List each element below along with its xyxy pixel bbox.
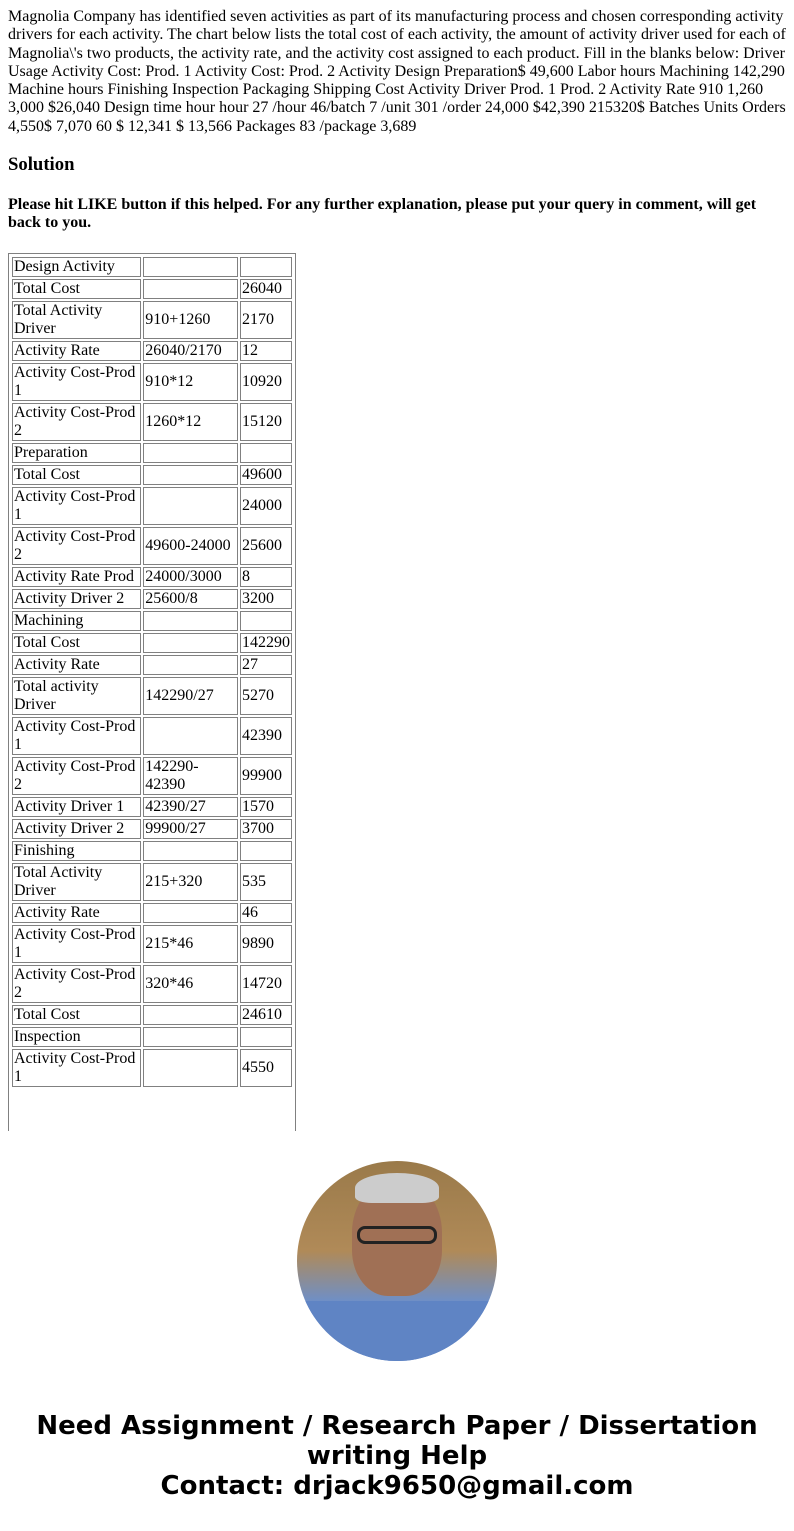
row-label: Total activity Driver [12, 677, 141, 715]
table-row [12, 341, 292, 361]
row-label: Activity Driver 2 [12, 589, 141, 609]
row-formula [143, 717, 238, 755]
row-label: Total Cost [12, 279, 141, 299]
row-value: 42390 [240, 717, 292, 755]
table-row [12, 819, 292, 839]
row-label: Inspection [12, 1027, 141, 1047]
row-value: 12 [240, 341, 292, 361]
table-row [12, 589, 292, 609]
row-formula [143, 841, 238, 861]
row-value: 8 [240, 567, 292, 587]
table-row [12, 1027, 292, 1047]
row-formula: 25600/8 [143, 589, 238, 609]
table-row [12, 257, 292, 277]
row-formula: 99900/27 [143, 819, 238, 839]
row-label: Finishing [12, 841, 141, 861]
row-value: 24610 [240, 1005, 292, 1025]
row-label: Design Activity [12, 257, 141, 277]
row-formula [143, 487, 238, 525]
row-value: 3700 [240, 819, 292, 839]
table-row [12, 487, 292, 525]
row-formula: 42390/27 [143, 797, 238, 817]
row-formula: 49600-24000 [143, 527, 238, 565]
table-row [12, 443, 292, 463]
row-value: 49600 [240, 465, 292, 485]
row-label: Activity Cost-Prod 1 [12, 487, 141, 525]
row-formula [143, 611, 238, 631]
row-formula [143, 1005, 238, 1025]
solution-table [8, 253, 296, 1131]
question-text: Magnolia Company has identified seven activities as part of its manufacturing process and chosen corresponding activity drivers for each activity. The chart below lists the total cost of each activity, the amount of activity driver used for each of Magnolia\'s two products, the activity rate, and the activity cost assigned to each product. Fill in the blanks below: Driver Usage Activity Cost: Prod. 1 Activity Cost: Prod. 2 Activity Design Preparation$ 49,600 Labor hours Machining 142,290 Machine hours Finishing Inspection Packaging Shipping Cost Activity Driver Prod. 1 Prod. 2 Activity Rate 910 1,260 3,000 $26,040 Design time hour hour 27 /hour 46/batch 7 /unit 301 /order 24,000 $42,390 215320$ Batches Units Orders 4,550$ 7,070 60 $ 12,341 $ 13,566 Packages 83 /package 3,689 [8, 8, 786, 135]
row-formula [143, 465, 238, 485]
table-row [12, 863, 292, 901]
table-row [12, 677, 292, 715]
table-row [12, 965, 292, 1003]
row-value: 10920 [240, 363, 292, 401]
row-value [240, 841, 292, 861]
row-label: Activity Cost-Prod 1 [12, 717, 141, 755]
row-label: Activity Rate [12, 903, 141, 923]
row-label: Activity Driver 1 [12, 797, 141, 817]
solution-note: Please hit LIKE button if this helped. For any further explanation, please put your query in comment, will get back to you. [8, 196, 757, 232]
table-row [12, 567, 292, 587]
row-value: 25600 [240, 527, 292, 565]
row-formula: 215*46 [143, 925, 238, 963]
row-label: Activity Rate Prod [12, 567, 141, 587]
row-value: 14720 [240, 965, 292, 1003]
row-value: 26040 [240, 279, 292, 299]
row-value: 99900 [240, 757, 292, 795]
row-label: Activity Cost-Prod 2 [12, 757, 141, 795]
row-value: 46 [240, 903, 292, 923]
row-label: Preparation [12, 443, 141, 463]
row-formula: 215+320 [143, 863, 238, 901]
table-row [12, 717, 292, 755]
row-value: 4550 [240, 1049, 292, 1087]
row-formula: 142290/27 [143, 677, 238, 715]
table-row [12, 655, 292, 675]
row-label: Total Cost [12, 1005, 141, 1025]
row-formula [143, 1049, 238, 1087]
contact-banner [0, 1411, 794, 1501]
row-label: Activity Rate [12, 655, 141, 675]
table-row [12, 465, 292, 485]
row-value: 1570 [240, 797, 292, 817]
row-value: 9890 [240, 925, 292, 963]
solution-heading: Solution [8, 154, 75, 176]
row-formula [143, 257, 238, 277]
row-value: 142290 [240, 633, 292, 653]
row-label: Total Cost [12, 465, 141, 485]
table-row [12, 279, 292, 299]
row-label: Activity Cost-Prod 1 [12, 925, 141, 963]
row-value [240, 1027, 292, 1047]
table-row [12, 903, 292, 923]
row-label: Activity Cost-Prod 2 [12, 403, 141, 441]
table-row [12, 1005, 292, 1025]
table-row [12, 797, 292, 817]
row-formula: 1260*12 [143, 403, 238, 441]
row-value: 27 [240, 655, 292, 675]
table-row [12, 363, 292, 401]
table-row [12, 301, 292, 339]
row-label: Total Cost [12, 633, 141, 653]
row-formula [143, 903, 238, 923]
row-formula: 320*46 [143, 965, 238, 1003]
row-formula [143, 279, 238, 299]
row-label: Activity Cost-Prod 1 [12, 1049, 141, 1087]
table-row [12, 757, 292, 795]
row-label: Activity Rate [12, 341, 141, 361]
author-avatar [297, 1161, 497, 1361]
row-value: 5270 [240, 677, 292, 715]
row-formula [143, 1027, 238, 1047]
row-value: 2170 [240, 301, 292, 339]
row-label: Total Activity Driver [12, 301, 141, 339]
row-label: Machining [12, 611, 141, 631]
row-value [240, 443, 292, 463]
row-value: 535 [240, 863, 292, 901]
row-formula [143, 655, 238, 675]
table-row [12, 633, 292, 653]
cta-contact: Contact: drjack9650@gmail.com [160, 1471, 634, 1501]
row-formula: 26040/2170 [143, 341, 238, 361]
table-row [12, 1049, 292, 1087]
row-formula: 24000/3000 [143, 567, 238, 587]
table-row [12, 611, 292, 631]
row-formula [143, 633, 238, 653]
row-label: Total Activity Driver [12, 863, 141, 901]
table-row [12, 925, 292, 963]
row-formula [143, 443, 238, 463]
row-value [240, 611, 292, 631]
row-value: 3200 [240, 589, 292, 609]
row-label: Activity Cost-Prod 1 [12, 363, 141, 401]
row-formula: 142290-42390 [143, 757, 238, 795]
row-value [240, 257, 292, 277]
table-row [12, 527, 292, 565]
row-label: Activity Cost-Prod 2 [12, 527, 141, 565]
row-value: 24000 [240, 487, 292, 525]
cta-line1: Need Assignment / Research Paper / Dissertation writing Help [36, 1411, 758, 1471]
row-value: 15120 [240, 403, 292, 441]
row-label: Activity Driver 2 [12, 819, 141, 839]
row-formula: 910*12 [143, 363, 238, 401]
row-formula: 910+1260 [143, 301, 238, 339]
row-label: Activity Cost-Prod 2 [12, 965, 141, 1003]
table-row [12, 403, 292, 441]
table-row [12, 841, 292, 861]
